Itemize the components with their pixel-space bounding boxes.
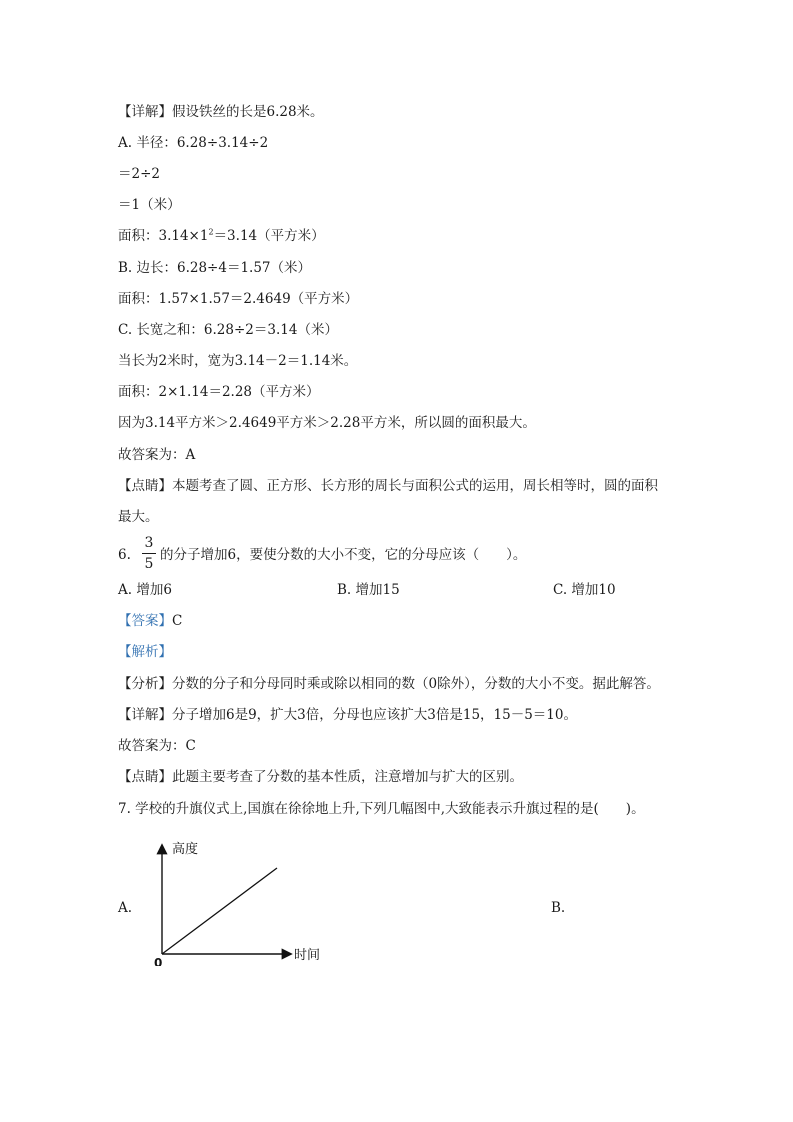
q6-option-c: C. 增加10 bbox=[553, 582, 616, 598]
q7-option-b-label: B. bbox=[551, 900, 566, 916]
detail-paragraph bbox=[118, 103, 324, 121]
q6-fraction bbox=[142, 534, 156, 573]
comparison: 因为3.14平方米＞2.4649平方米＞2.28平方米，所以圆的面积最大。 bbox=[118, 415, 536, 431]
option-c-sum: C. 长宽之和：6.28÷2＝3.14（米） bbox=[118, 322, 338, 338]
comment-tag: 【点睛】 bbox=[118, 769, 172, 785]
comment-text: 此题主要考查了分数的基本性质，注意增加与扩大的区别。 bbox=[172, 769, 523, 785]
comment-tag: 【点睛】 bbox=[118, 478, 172, 494]
rising-line bbox=[162, 868, 277, 954]
comment-paragraph bbox=[118, 477, 658, 495]
height-time-graph bbox=[140, 836, 330, 966]
option-a-radius: A. 半径：6.28÷3.14÷2 bbox=[118, 135, 269, 151]
option-c-width: 当长为2米时，宽为3.14－2＝1.14米。 bbox=[118, 353, 358, 369]
detail-text: 分子增加6是9，扩大3倍，分母也应该扩大3倍是15，15－5＝10。 bbox=[172, 707, 577, 723]
comment-text-cont: 最大。 bbox=[118, 509, 159, 525]
area-exponent: 2 bbox=[208, 227, 214, 237]
area-formula-pre: 面积：3.14×1 bbox=[118, 228, 209, 244]
option-b-side: B. 边长：6.28÷4＝1.57（米） bbox=[118, 260, 312, 276]
option-a-step2: ＝1（米） bbox=[118, 197, 181, 213]
fraction-bar bbox=[142, 553, 156, 554]
origin-label: 0 bbox=[154, 956, 163, 966]
q6-answer bbox=[118, 612, 182, 630]
fenxi-text: 分数的分子和分母同时乘或除以相同的数（0除外），分数的大小不变。据此解答。 bbox=[172, 676, 660, 692]
y-axis-label: 高度 bbox=[172, 842, 199, 857]
detail-intro: 假设铁丝的长是6.28米。 bbox=[172, 104, 324, 120]
option-b-area: 面积：1.57×1.57＝2.4649（平方米） bbox=[118, 291, 359, 307]
q6-stem: 的分子增加6，要使分数的大小不变，它的分母应该（ ）。 bbox=[160, 547, 527, 563]
option-a-area bbox=[118, 227, 325, 245]
q6-detail bbox=[118, 706, 577, 724]
fraction-denominator: 5 bbox=[144, 556, 154, 572]
detail-tag: 【详解】 bbox=[118, 707, 172, 723]
q6-number: 6. bbox=[118, 547, 131, 563]
option-c-area: 面积：2×1.14＝2.28（平方米） bbox=[118, 384, 320, 400]
x-axis-label: 时间 bbox=[294, 948, 321, 963]
q6-comment bbox=[118, 768, 523, 786]
answer-value: C bbox=[172, 613, 183, 629]
q6-final-answer: 故答案为：C bbox=[118, 738, 196, 754]
option-a-step1: ＝2÷2 bbox=[118, 166, 160, 182]
q6-option-b: B. 增加15 bbox=[337, 582, 400, 598]
answer-tag: 【答案】 bbox=[118, 613, 172, 629]
comment-text: 本题考查了圆、正方形、长方形的周长与面积公式的运用，周长相等时，圆的面积 bbox=[172, 478, 658, 494]
detail-tag: 【详解】 bbox=[118, 104, 172, 120]
q6-analysis-tag: 【解析】 bbox=[118, 644, 172, 660]
q7-option-a-label: A. bbox=[118, 900, 133, 916]
fraction-numerator: 3 bbox=[144, 535, 154, 551]
fenxi-tag: 【分析】 bbox=[118, 676, 172, 692]
area-formula-post: ＝3.14（平方米） bbox=[213, 228, 325, 244]
q6-fenxi bbox=[118, 675, 660, 693]
answer-line: 故答案为：A bbox=[118, 447, 196, 463]
q6-option-a: A. 增加6 bbox=[118, 582, 172, 598]
q7-stem: 7. 学校的升旗仪式上,国旗在徐徐地上升,下列几幅图中,大致能表示升旗过程的是( )。 bbox=[118, 801, 645, 817]
